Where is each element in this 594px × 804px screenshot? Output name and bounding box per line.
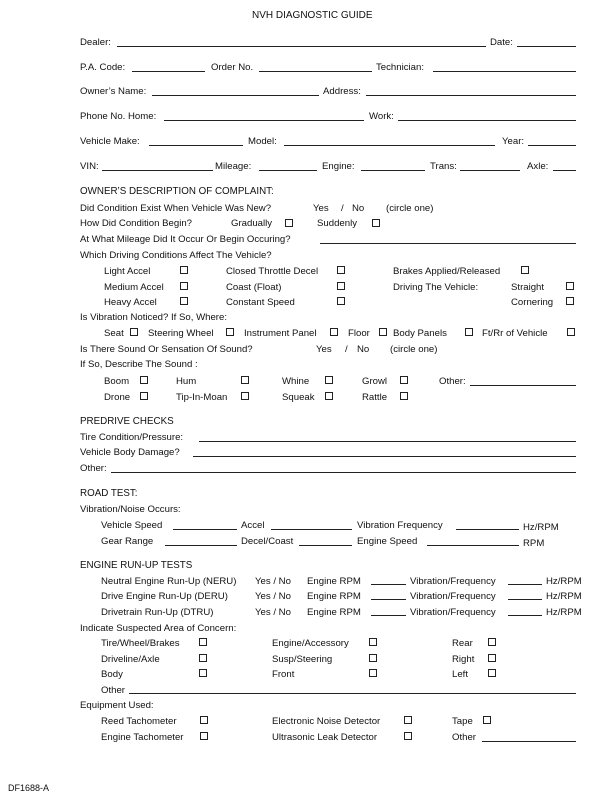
susp-label: Susp/Steering: [272, 654, 333, 665]
vib-frequency-field[interactable]: [456, 529, 519, 530]
work-field[interactable]: [398, 120, 576, 121]
instrument-panel-label: Instrument Panel: [244, 328, 317, 339]
tape-checkbox[interactable]: [483, 716, 491, 724]
ft-rr-label: Ft/Rr of Vehicle: [482, 328, 548, 339]
suddenly-checkbox[interactable]: [372, 219, 380, 227]
neru-label: Neutral Engine Run-Up (NERU): [101, 576, 237, 587]
model-label: Model:: [248, 136, 277, 147]
cornering-label: Cornering: [511, 297, 554, 308]
gear-range-label: Gear Range: [101, 536, 154, 547]
owners-name-label: Owner’s Name:: [80, 86, 147, 97]
hum-label: Hum: [176, 376, 197, 387]
light-accel-label: Light Accel: [104, 266, 151, 277]
predrive-other-label: Other:: [80, 463, 107, 474]
body-damage-label: Vehicle Body Damage?: [80, 447, 180, 458]
dealer-label: Dealer:: [80, 37, 111, 48]
equipment-heading: Equipment Used:: [80, 700, 154, 711]
growl-label: Growl: [362, 376, 388, 387]
rattle-label: Rattle: [362, 392, 388, 403]
body-panels-checkbox[interactable]: [465, 328, 473, 336]
decel-coast-label: Decel/Coast: [241, 536, 294, 547]
deru-yes-no[interactable]: Yes / No: [255, 591, 291, 602]
dealer-field[interactable]: [117, 46, 486, 47]
date-label: Date:: [490, 37, 513, 48]
medium-accel-label: Medium Accel: [104, 282, 164, 293]
vib-occurs-label: Vibration/Noise Occurs:: [80, 504, 181, 515]
mileage-question: At What Mileage Did It Occur Or Begin Occuring?: [80, 234, 291, 245]
predrive-heading: PREDRIVE CHECKS: [80, 416, 174, 427]
begin-question: How Did Condition Begin?: [80, 218, 192, 229]
rattle-checkbox[interactable]: [400, 392, 408, 400]
engine-speed-label: Engine Speed: [357, 536, 418, 547]
dtru-engine-rpm-label: Engine RPM: [307, 607, 361, 618]
sound-no[interactable]: No: [357, 344, 370, 355]
body-panels-label: Body Panels: [393, 328, 447, 339]
coast-checkbox[interactable]: [337, 282, 345, 290]
medium-accel-checkbox[interactable]: [180, 282, 188, 290]
suspected-heading: Indicate Suspected Area of Concern:: [80, 623, 237, 634]
phone-home-label: Phone No. Home:: [80, 111, 157, 122]
noise-detector-label: Electronic Noise Detector: [272, 716, 381, 727]
dtru-vib-freq-label: Vibration/Frequency: [410, 607, 496, 618]
tire-label: Tire Condition/Pressure:: [80, 432, 184, 443]
cornering-checkbox[interactable]: [566, 297, 574, 305]
ft-rr-checkbox[interactable]: [567, 328, 575, 336]
deru-engine-rpm-label: Engine RPM: [307, 591, 361, 602]
reed-tach-checkbox[interactable]: [200, 716, 208, 724]
body-checkbox[interactable]: [199, 669, 207, 677]
axle-field[interactable]: [553, 170, 576, 171]
technician-field[interactable]: [433, 71, 576, 72]
dtru-label: Drivetrain Run-Up (DTRU): [101, 607, 214, 618]
boom-checkbox[interactable]: [140, 376, 148, 384]
squeak-label: Squeak: [282, 392, 315, 403]
predrive-other-field[interactable]: [111, 472, 576, 473]
drone-label: Drone: [104, 392, 131, 403]
heavy-accel-label: Heavy Accel: [104, 297, 157, 308]
heavy-accel-checkbox[interactable]: [180, 297, 188, 305]
front-label: Front: [272, 669, 295, 680]
gradually-checkbox[interactable]: [285, 219, 293, 227]
sound-other-field[interactable]: [470, 385, 576, 386]
left-checkbox[interactable]: [488, 669, 496, 677]
right-label: Right: [452, 654, 475, 665]
runup-heading: ENGINE RUN-UP TESTS: [80, 560, 193, 571]
address-label: Address:: [323, 86, 361, 97]
describe-question: If So, Describe The Sound :: [80, 359, 198, 370]
engine-label: Engine:: [322, 161, 355, 172]
hum-checkbox[interactable]: [241, 376, 249, 384]
mileage-occur-field[interactable]: [320, 243, 576, 244]
vehicle-make-field[interactable]: [149, 145, 243, 146]
engine-speed-field[interactable]: [427, 545, 519, 546]
page-title: NVH DIAGNOSTIC GUIDE: [252, 10, 373, 21]
left-label: Left: [452, 669, 469, 680]
dtru-vib-freq-field[interactable]: [508, 615, 542, 616]
closed-throttle-label: Closed Throttle Decel: [226, 266, 319, 277]
whine-checkbox[interactable]: [325, 376, 333, 384]
mileage-field[interactable]: [259, 170, 317, 171]
tire-wheel-checkbox[interactable]: [199, 638, 207, 646]
address-field[interactable]: [366, 95, 576, 96]
complaint-heading: OWNER’S DESCRIPTION OF COMPLAINT:: [80, 186, 274, 197]
trans-field[interactable]: [460, 170, 520, 171]
engine-tach-label: Engine Tachometer: [101, 732, 184, 743]
constant-speed-label: Constant Speed: [226, 297, 295, 308]
mileage-label: Mileage:: [215, 161, 252, 172]
boom-label: Boom: [104, 376, 130, 387]
engine-acc-label: Engine/Accessory: [272, 638, 349, 649]
tire-wheel-label: Tire/Wheel/Brakes: [101, 638, 180, 649]
front-checkbox[interactable]: [369, 669, 377, 677]
axle-label: Axle:: [527, 161, 549, 172]
accel-label: Accel: [241, 520, 265, 531]
drone-checkbox[interactable]: [140, 392, 148, 400]
pa-code-field[interactable]: [132, 71, 205, 72]
reed-tach-label: Reed Tachometer: [101, 716, 177, 727]
vehicle-speed-label: Vehicle Speed: [101, 520, 163, 531]
brakes-checkbox[interactable]: [521, 266, 529, 274]
new-question: Did Condition Exist When Vehicle Was New?: [80, 203, 272, 214]
order-no-field[interactable]: [259, 71, 372, 72]
straight-checkbox[interactable]: [566, 282, 574, 290]
gear-range-field[interactable]: [165, 545, 237, 546]
year-label: Year:: [502, 136, 525, 147]
equipment-other-field[interactable]: [482, 741, 576, 742]
instrument-panel-checkbox[interactable]: [330, 328, 338, 336]
steering-wheel-label: Steering Wheel: [148, 328, 214, 339]
neru-hzrpm-label: Hz/RPM: [546, 576, 582, 587]
tape-label: Tape: [452, 716, 473, 727]
seat-label: Seat: [104, 328, 124, 339]
pa-code-label: P.A. Code:: [80, 62, 126, 73]
deru-hzrpm-label: Hz/RPM: [546, 591, 582, 602]
road-test-heading: ROAD TEST:: [80, 488, 138, 499]
road-rpm-label: RPM: [523, 538, 545, 549]
gradually-label: Gradually: [231, 218, 273, 229]
neru-engine-rpm-label: Engine RPM: [307, 576, 361, 587]
deru-vib-freq-label: Vibration/Frequency: [410, 591, 496, 602]
engine-tach-checkbox[interactable]: [200, 732, 208, 740]
owners-name-field[interactable]: [152, 95, 319, 96]
accel-field[interactable]: [271, 529, 352, 530]
new-no[interactable]: No: [352, 203, 365, 214]
noise-detector-checkbox[interactable]: [404, 716, 412, 724]
sound-yes[interactable]: Yes: [316, 344, 332, 355]
road-hzrpm-label: Hz/RPM: [523, 522, 559, 533]
floor-checkbox[interactable]: [379, 328, 387, 336]
dtru-hzrpm-label: Hz/RPM: [546, 607, 582, 618]
vehicle-make-label: Vehicle Make:: [80, 136, 140, 147]
engine-acc-checkbox[interactable]: [369, 638, 377, 646]
technician-label: Technician:: [376, 62, 424, 73]
seat-checkbox[interactable]: [130, 328, 138, 336]
equipment-other-label: Other: [452, 732, 476, 743]
body-damage-field[interactable]: [193, 456, 576, 457]
tire-field[interactable]: [199, 441, 576, 442]
figure-id: DF1688-A: [8, 783, 50, 793]
light-accel-checkbox[interactable]: [180, 266, 188, 274]
dtru-engine-rpm-field[interactable]: [371, 615, 406, 616]
vehicle-speed-field[interactable]: [173, 529, 237, 530]
neru-engine-rpm-field[interactable]: [371, 584, 406, 585]
driveline-checkbox[interactable]: [199, 654, 207, 662]
steering-wheel-checkbox[interactable]: [226, 328, 234, 336]
leak-detector-checkbox[interactable]: [404, 732, 412, 740]
phone-home-field[interactable]: [164, 120, 364, 121]
brakes-label: Brakes Applied/Released: [393, 266, 501, 277]
suspected-other-field[interactable]: [129, 693, 576, 694]
deru-engine-rpm-field[interactable]: [371, 599, 406, 600]
squeak-checkbox[interactable]: [325, 392, 333, 400]
neru-yes-no[interactable]: Yes / No: [255, 576, 291, 587]
vin-field[interactable]: [102, 170, 213, 171]
driving-vehicle-label: Driving The Vehicle:: [393, 282, 479, 293]
rear-checkbox[interactable]: [488, 638, 496, 646]
vibration-question: Is Vibration Noticed? If So, Where:: [80, 312, 227, 323]
rear-label: Rear: [452, 638, 473, 649]
body-label: Body: [101, 669, 123, 680]
leak-detector-label: Ultrasonic Leak Detector: [272, 732, 378, 743]
suspected-other-label: Other: [101, 685, 125, 696]
tip-in-checkbox[interactable]: [241, 392, 249, 400]
closed-throttle-checkbox[interactable]: [337, 266, 345, 274]
deru-label: Drive Engine Run-Up (DERU): [101, 591, 228, 602]
coast-label: Coast (Float): [226, 282, 282, 293]
new-yes[interactable]: Yes: [313, 203, 329, 214]
neru-vib-freq-field[interactable]: [508, 584, 542, 585]
neru-vib-freq-label: Vibration/Frequency: [410, 576, 496, 587]
model-field[interactable]: [284, 145, 495, 146]
driveline-label: Driveline/Axle: [101, 654, 160, 665]
deru-vib-freq-field[interactable]: [508, 599, 542, 600]
constant-speed-checkbox[interactable]: [337, 297, 345, 305]
sound-slash: /: [345, 344, 348, 355]
new-slash: /: [341, 203, 344, 214]
driving-question: Which Driving Conditions Affect The Vehicle?: [80, 250, 272, 261]
whine-label: Whine: [282, 376, 310, 387]
dtru-yes-no[interactable]: Yes / No: [255, 607, 291, 618]
growl-checkbox[interactable]: [400, 376, 408, 384]
new-circle-one: (circle one): [386, 203, 434, 214]
tip-in-label: Tip-In-Moan: [176, 392, 228, 403]
straight-label: Straight: [511, 282, 545, 293]
right-checkbox[interactable]: [488, 654, 496, 662]
vib-frequency-label: Vibration Frequency: [357, 520, 443, 531]
floor-label: Floor: [348, 328, 370, 339]
vin-label: VIN:: [80, 161, 99, 172]
trans-label: Trans:: [430, 161, 457, 172]
date-field[interactable]: [517, 46, 576, 47]
year-field[interactable]: [528, 145, 576, 146]
work-label: Work:: [369, 111, 394, 122]
sound-question: Is There Sound Or Sensation Of Sound?: [80, 344, 253, 355]
decel-coast-field[interactable]: [299, 545, 352, 546]
engine-field[interactable]: [361, 170, 425, 171]
sound-circle-one: (circle one): [390, 344, 438, 355]
suddenly-label: Suddenly: [317, 218, 358, 229]
sound-other-label: Other:: [439, 376, 466, 387]
susp-checkbox[interactable]: [369, 654, 377, 662]
order-no-label: Order No.: [211, 62, 254, 73]
